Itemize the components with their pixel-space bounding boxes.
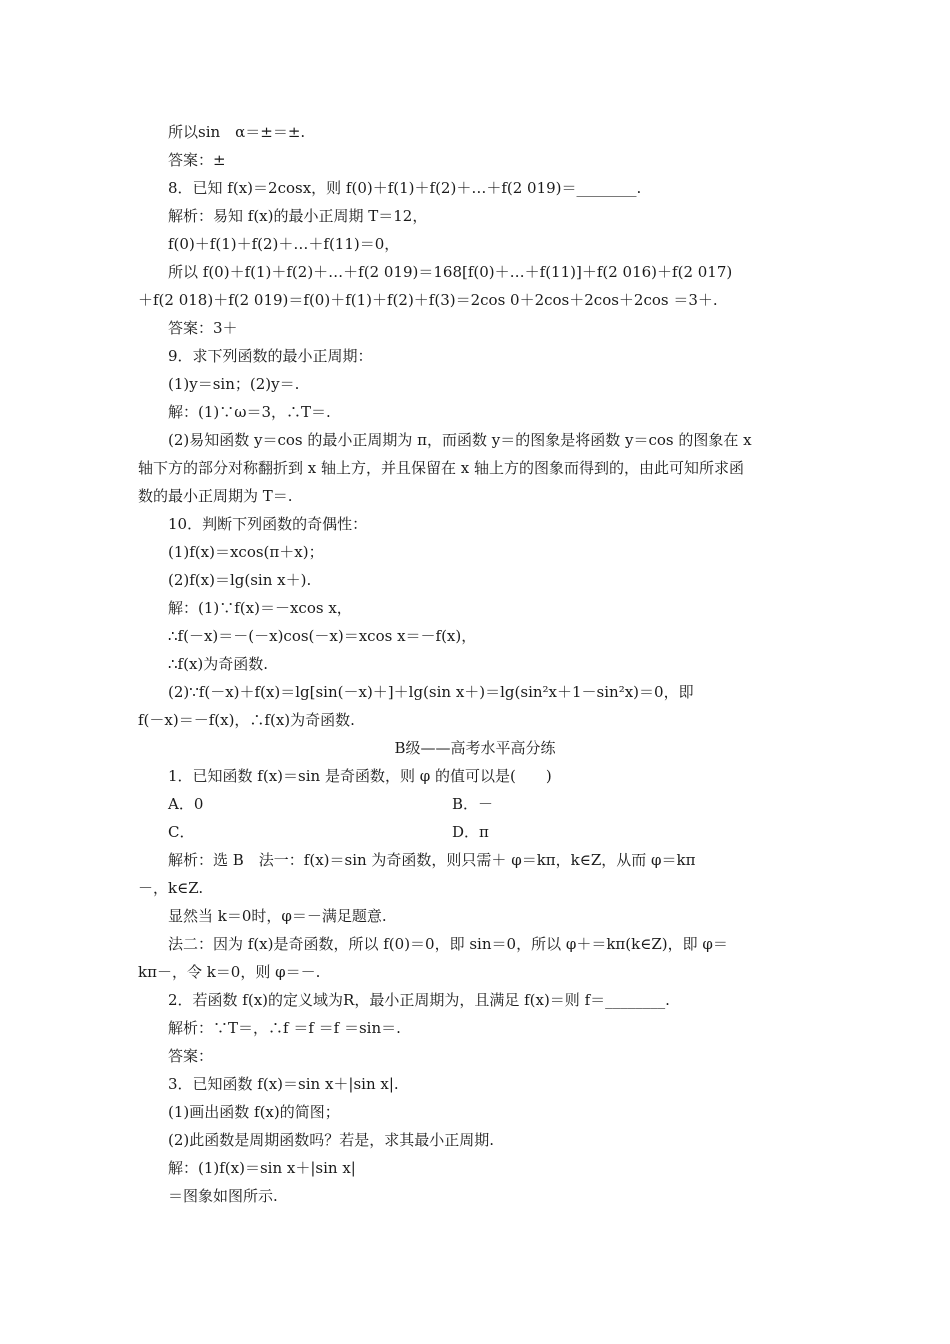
question-b3: 3．已知函数 f(x)＝sin x＋|sin x|. [168, 1075, 399, 1093]
text-line: ＝图象如图所示. [168, 1187, 278, 1205]
analysis-line: 解析：选 B 法一：f(x)＝sin 为奇函数，则只需＋ φ＝kπ，k∈Z，从而 φ＝kπ [168, 851, 696, 869]
text-line: (2)易知函数 y＝cos 的最小正周期为 π，而函数 y＝的图象是将函数 y＝cos 的图象在 x [168, 431, 752, 449]
analysis-line: 解析：∵T＝，∴f ＝f ＝f ＝sin＝. [168, 1019, 401, 1037]
text-line: (2)此函数是周期函数吗？若是，求其最小正周期. [168, 1131, 495, 1149]
text-line: f(－x)＝－f(x)，∴f(x)为奇函数. [138, 711, 355, 729]
text-line: 法二：因为 f(x)是奇函数，所以 f(0)＝0，即 sin＝0，所以 φ＋＝kπ(k∈Z)，即 φ＝ [168, 935, 728, 953]
analysis-line: 解析：易知 f(x)的最小正周期 T＝12， [168, 207, 428, 225]
text-line: (1)画出函数 f(x)的简图； [168, 1103, 340, 1121]
question-10: 10．判断下列函数的奇偶性： [168, 515, 368, 533]
question-9: 9．求下列函数的最小正周期： [168, 347, 373, 365]
text-line: kπ－，令 k＝0，则 φ＝－. [138, 963, 321, 981]
text-line: －，k∈Z. [138, 879, 204, 897]
text-line: (2)∵f(－x)＋f(x)＝lg[sin(－x)＋]＋lg(sin x＋)＝lg(sin²x＋1－sin²x)＝0，即 [168, 683, 694, 701]
text-line: 显然当 k＝0时，φ＝－满足题意. [168, 907, 387, 925]
text-line: 轴下方的部分对称翻折到 x 轴上方，并且保留在 x 轴上方的图象而得到的，由此可知所求函 [138, 459, 744, 477]
text-line: 所以sin α＝±＝±. [168, 123, 306, 141]
text-line: (1)y＝sin；(2)y＝. [168, 375, 300, 393]
answer-line: 答案：± [168, 151, 226, 169]
question-b1: 1．已知函数 f(x)＝sin 是奇函数，则 φ 的值可以是( ) [168, 767, 552, 785]
text-line: ＋f(2 018)＋f(2 019)＝f(0)＋f(1)＋f(2)＋f(3)＝2cos 0＋2cos＋2cos＋2cos ＝3＋. [138, 291, 718, 309]
option-b: B．－ [452, 795, 494, 813]
answer-line: 答案：3＋ [168, 319, 238, 337]
section-heading: B级——高考水平高分练 [394, 739, 556, 757]
text-line: (2)f(x)＝lg(sin x＋). [168, 571, 312, 589]
text-line: 所以 f(0)＋f(1)＋f(2)＋…＋f(2 019)＝168[f(0)＋…＋f(11)]＋f(2 016)＋f(2 017) [168, 263, 733, 281]
text-line: ∴f(－x)＝－(－x)cos(－x)＝xcos x＝－f(x)， [168, 627, 477, 645]
solution-line: 解：(1)∵f(x)＝－xcos x， [168, 599, 352, 617]
text-line: f(0)＋f(1)＋f(2)＋…＋f(11)＝0， [168, 235, 400, 253]
text-line: ∴f(x)为奇函数. [168, 655, 269, 673]
text-line: (1)f(x)＝xcos(π＋x)； [168, 543, 324, 561]
option-d: D．π [452, 823, 489, 841]
option-a: A．0 [168, 795, 204, 813]
text-line: 数的最小正周期为 T＝. [138, 487, 293, 505]
option-c: C． [168, 823, 195, 841]
question-8: 8．已知 f(x)＝2cosx，则 f(0)＋f(1)＋f(2)＋…＋f(2 019)＝________. [168, 179, 642, 197]
answer-line: 答案： [168, 1047, 214, 1065]
question-b2: 2．若函数 f(x)的定义域为R，最小正周期为，且满足 f(x)＝则 f＝________. [168, 991, 670, 1009]
solution-line: 解：(1)∵ω＝3，∴T＝. [168, 403, 331, 421]
solution-line: 解：(1)f(x)＝sin x＋|sin x| [168, 1159, 356, 1177]
